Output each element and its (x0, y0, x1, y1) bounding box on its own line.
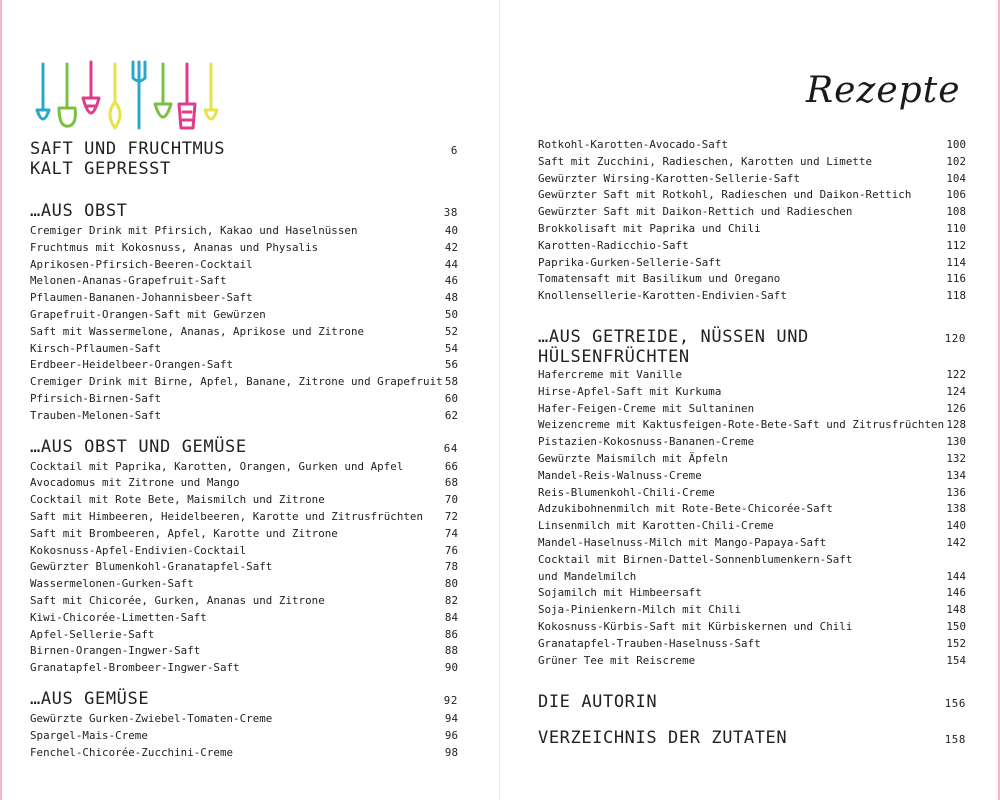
toc-entry-text: Pflaumen-Bananen-Johannisbeer-Saft (30, 291, 253, 305)
page-number: 156 (944, 697, 966, 711)
toc-entry-text: Grüner Tee mit Reiscreme (538, 653, 696, 667)
page-number: 104 (946, 171, 966, 185)
page-number: 96 (444, 728, 458, 742)
toc-entry-text: Spargel-Mais-Creme (30, 728, 148, 742)
page-number: 130 (946, 435, 966, 449)
toc-entry (538, 171, 966, 188)
toc-entry (538, 137, 966, 154)
soup-ladle-icon (59, 64, 75, 126)
page-number: 78 (444, 560, 458, 574)
toc-entry (30, 273, 458, 290)
page-number: 48 (444, 291, 458, 305)
toc-entry-text: Gewürzte Maismilch mit Äpfeln (538, 451, 728, 465)
page-number: 92 (443, 693, 458, 707)
toc-entry (538, 255, 966, 272)
page-number: 114 (946, 255, 966, 269)
toc-entry (538, 552, 966, 569)
toc-entry-text: Apfel-Sellerie-Saft (30, 627, 155, 641)
toc-entry (30, 660, 458, 677)
toc-entry-text: Hafer-Feigen-Creme mit Sultaninen (538, 401, 755, 415)
toc-entry (538, 384, 966, 401)
toc-entry-text: Saft mit Himbeeren, Heidelbeeren, Karotte und Zitrusfrüchten (30, 509, 424, 523)
spatula-icon (179, 64, 195, 128)
toc-entry-text: Avocadomus mit Zitrone und Mango (30, 476, 240, 490)
toc-entry (538, 367, 966, 384)
page-number: 150 (946, 619, 966, 633)
page-number: 68 (444, 476, 458, 490)
toc-entry (30, 475, 458, 492)
toc-entry-text: Saft mit Brombeeren, Apfel, Karotte und Zitrone (30, 526, 338, 540)
page-number: 86 (444, 627, 458, 641)
toc-right-column (538, 137, 966, 751)
toc-entry-text: Kiwi-Chicorée-Limetten-Saft (30, 610, 207, 624)
page-number: 72 (444, 509, 458, 523)
toc-entry-text: Pfirsich-Birnen-Saft (30, 391, 162, 405)
toc-entry (30, 357, 458, 374)
toc-entry (30, 307, 458, 324)
toc-entry (538, 636, 966, 653)
page-number: 148 (946, 603, 966, 617)
toc-entry (30, 223, 458, 240)
page-number: 94 (444, 711, 458, 725)
toc-entry (538, 434, 966, 451)
page-number: 74 (444, 526, 458, 540)
toc-entry (30, 526, 458, 543)
toc-entry-text: Granatapfel-Trauben-Haselnuss-Saft (538, 636, 761, 650)
toc-entry-text: Aprikosen-Pfirsich-Beeren-Cocktail (30, 257, 253, 271)
toc-entry (538, 451, 966, 468)
page-number: 66 (444, 459, 458, 473)
page-number: 54 (444, 341, 458, 355)
toc-entry (30, 391, 458, 408)
toc-entry-text: Gewürzter Saft mit Daikon-Rettich und Radieschen (538, 205, 853, 219)
toc-entry (30, 576, 458, 593)
section-title: …AUS GEMÜSE (30, 688, 150, 709)
intro-heading (30, 139, 458, 179)
page-number: 152 (946, 636, 966, 650)
section-heading (30, 437, 458, 459)
toc-entry (538, 535, 966, 552)
toc-entry (30, 257, 458, 274)
toc-left-column (30, 139, 458, 761)
toc-entry (538, 501, 966, 518)
toc-entry (538, 238, 966, 255)
page-number: 50 (444, 307, 458, 321)
page-number: 116 (946, 272, 966, 286)
toc-entry (30, 643, 458, 660)
page-title: Rezepte (806, 70, 961, 111)
toc-entry-text: Soja-Pinienkern-Milch mit Chili (538, 603, 742, 617)
page-number: 70 (444, 493, 458, 507)
page-number: 44 (444, 257, 458, 271)
toc-entry-text: Reis-Blumenkohl-Chili-Creme (538, 485, 715, 499)
toc-entry-text: Fruchtmus mit Kokosnuss, Ananas und Physalis (30, 240, 319, 254)
page-number: 60 (444, 391, 458, 405)
whisk-ladle-icon (83, 62, 99, 113)
toc-entry (30, 543, 458, 560)
toc-entry (30, 240, 458, 257)
toc-entry-text: Kirsch-Pflaumen-Saft (30, 341, 162, 355)
toc-entry-text: Cremiger Drink mit Birne, Apfel, Banane, Zitrone und Grapefruit (30, 375, 443, 389)
extra-heading (538, 727, 966, 751)
page-number: 122 (946, 367, 966, 381)
skimmer-icon (155, 64, 171, 117)
toc-entry (30, 459, 458, 476)
toc-entry (538, 653, 966, 670)
toc-entry-text: Melonen-Ananas-Grapefruit-Saft (30, 274, 227, 288)
ladle-icon (205, 64, 217, 119)
page-number: 52 (444, 324, 458, 338)
page-number: 154 (946, 653, 966, 667)
toc-entry-text: Cremiger Drink mit Pfirsich, Kakao und Haselnüssen (30, 224, 358, 237)
toc-entry-text: Gewürzter Blumenkohl-Granatapfel-Saft (30, 560, 273, 574)
page-number: 56 (444, 358, 458, 372)
toc-entry (538, 569, 966, 586)
toc-entry-text: Saft mit Wassermelone, Ananas, Aprikose und Zitrone (30, 324, 365, 338)
toc-entry (538, 602, 966, 619)
toc-entry-text: Erdbeer-Heidelbeer-Orangen-Saft (30, 358, 234, 372)
toc-entry-text: Weizencreme mit Kaktusfeigen-Rote-Bete-Saft und Zitrusfrüchten (538, 418, 945, 432)
toc-entry-text: Saft mit Zucchini, Radieschen, Karotten und Limette (538, 154, 873, 168)
toc-entry (538, 288, 966, 305)
toc-entry (30, 559, 458, 576)
toc-entry (538, 468, 966, 485)
toc-entry (538, 485, 966, 502)
page-number: 102 (946, 154, 966, 168)
page-number: 80 (444, 577, 458, 591)
toc-entry (30, 627, 458, 644)
toc-entry (30, 374, 458, 391)
section-title: DIE AUTORIN (538, 692, 658, 713)
page-number: 40 (444, 224, 458, 237)
toc-entry-text: Tomatensaft mit Basilikum und Oregano (538, 272, 781, 286)
section-title: …AUS GETREIDE, NÜSSEN UND HÜLSENFRÜCHTEN (538, 326, 809, 367)
toc-entry-text: Trauben-Melonen-Saft (30, 408, 162, 422)
toc-entry (30, 408, 458, 425)
toc-entry-text: Wassermelonen-Gurken-Saft (30, 577, 194, 591)
page-number: 64 (443, 441, 458, 455)
page-number: 144 (946, 569, 966, 583)
page-number: 58 (444, 375, 458, 389)
toc-entry (538, 154, 966, 171)
ladle-icon (37, 64, 49, 119)
page-number: 110 (946, 221, 966, 235)
page-number: 138 (946, 502, 966, 516)
page-number: 158 (944, 733, 966, 747)
page-number: 126 (946, 401, 966, 415)
toc-entry-text: Kokosnuss-Apfel-Endivien-Cocktail (30, 543, 247, 557)
page-number: 42 (444, 240, 458, 254)
toc-entry (30, 341, 458, 358)
page-number: 90 (444, 661, 458, 675)
page-number: 146 (946, 586, 966, 600)
toc-entry-text: Mandel-Haselnuss-Milch mit Mango-Papaya-Saft (538, 535, 827, 549)
toc-entry-text: Cocktail mit Paprika, Karotten, Orangen, Gurken und Apfel (30, 459, 404, 473)
toc-entry-text: Mandel-Reis-Walnuss-Creme (538, 468, 702, 482)
toc-entry (30, 610, 458, 627)
toc-entry-text: Saft mit Chicorée, Gurken, Ananas und Zitrone (30, 593, 325, 607)
toc-entry-text: Paprika-Gurken-Sellerie-Saft (538, 255, 722, 269)
toc-entry (538, 585, 966, 602)
toc-entry-text: Sojamilch mit Himbeersaft (538, 586, 702, 600)
toc-entry-text: Cocktail mit Birnen-Dattel-Sonnenblumenkern-Saft (538, 552, 853, 566)
page-number: 134 (946, 468, 966, 482)
page-number: 98 (444, 745, 458, 759)
toc-entry (538, 187, 966, 204)
page-number: 108 (946, 205, 966, 219)
toc-entry-text: Knollensellerie-Karotten-Endivien-Saft (538, 289, 787, 303)
section-heading (538, 327, 966, 367)
toc-entry (538, 221, 966, 238)
fork-icon (133, 62, 145, 128)
section-title: VERZEICHNIS DER ZUTATEN (538, 728, 788, 749)
toc-entry (30, 492, 458, 509)
toc-entry-text: Pistazien-Kokosnuss-Bananen-Creme (538, 435, 755, 449)
page-number: 100 (946, 138, 966, 151)
toc-entry (538, 401, 966, 418)
page-number: 140 (946, 519, 966, 533)
page-number: 6 (450, 144, 458, 157)
toc-entry (538, 417, 966, 434)
toc-entry-text: Granatapfel-Brombeer-Ingwer-Saft (30, 661, 240, 675)
toc-entry-text: Kokosnuss-Kürbis-Saft mit Kürbiskernen und Chili (538, 619, 853, 633)
page-number: 84 (444, 610, 458, 624)
toc-entry-text: Gewürzte Gurken-Zwiebel-Tomaten-Creme (30, 711, 273, 725)
toc-entry-text: Hafercreme mit Vanille (538, 367, 683, 381)
toc-entry (30, 509, 458, 526)
section-title: …AUS OBST (30, 201, 128, 221)
toc-entry-text: Hirse-Apfel-Saft mit Kurkuma (538, 384, 722, 398)
section-heading (30, 201, 458, 223)
page-number: 124 (946, 384, 966, 398)
toc-entry (538, 271, 966, 288)
page-number: 142 (946, 535, 966, 549)
page-number: 132 (946, 451, 966, 465)
page-number: 136 (946, 485, 966, 499)
toc-entry (30, 324, 458, 341)
toc-entry-text: Brokkolisaft mit Paprika und Chili (538, 221, 761, 235)
toc-entry-text: und Mandelmilch (538, 569, 637, 583)
book-gutter (499, 0, 500, 800)
toc-entry (30, 728, 458, 745)
toc-entry-text: Fenchel-Chicorée-Zucchini-Creme (30, 745, 234, 759)
page-number: 118 (946, 289, 966, 303)
page-number: 76 (444, 543, 458, 557)
toc-entry (30, 745, 458, 762)
page-number: 88 (444, 644, 458, 658)
toc-entry-text: Gewürzter Saft mit Rotkohl, Radieschen und Daikon-Rettich (538, 188, 912, 202)
toc-entry (30, 593, 458, 610)
toc-entry (538, 204, 966, 221)
page-number: 128 (946, 418, 966, 432)
section-heading (30, 689, 458, 711)
toc-entry (30, 290, 458, 307)
page-number: 38 (443, 206, 458, 219)
page-number: 46 (444, 274, 458, 288)
toc-entry-text: Adzukibohnenmilch mit Rote-Bete-Chicorée-Saft (538, 502, 833, 516)
toc-entry (30, 711, 458, 728)
toc-entry-text: Linsenmilch mit Karotten-Chili-Creme (538, 519, 774, 533)
spoon-icon (110, 64, 120, 128)
page-edge-left (0, 0, 2, 800)
toc-entry-text: Rotkohl-Karotten-Avocado-Saft (538, 138, 728, 151)
toc-entry (538, 518, 966, 535)
utensils-illustration (33, 58, 238, 133)
toc-entry-text: Karotten-Radicchio-Saft (538, 238, 689, 252)
toc-entry-text: Gewürzter Wirsing-Karotten-Sellerie-Saft (538, 171, 801, 185)
toc-entry (538, 619, 966, 636)
page-number: 112 (946, 238, 966, 252)
toc-entry-text: Cocktail mit Rote Bete, Maismilch und Zitrone (30, 493, 325, 507)
section-title: …AUS OBST UND GEMÜSE (30, 436, 247, 457)
toc-entry-text: Grapefruit-Orangen-Saft mit Gewürzen (30, 307, 266, 321)
page-number: 82 (444, 593, 458, 607)
extra-heading (538, 691, 966, 715)
page-number: 120 (944, 331, 966, 345)
section-title: SAFT UND FRUCHTMUS KALT GEPRESST (30, 139, 226, 179)
toc-entry-text: Birnen-Orangen-Ingwer-Saft (30, 644, 201, 658)
page-number: 62 (444, 408, 458, 422)
page-number: 106 (946, 188, 966, 202)
